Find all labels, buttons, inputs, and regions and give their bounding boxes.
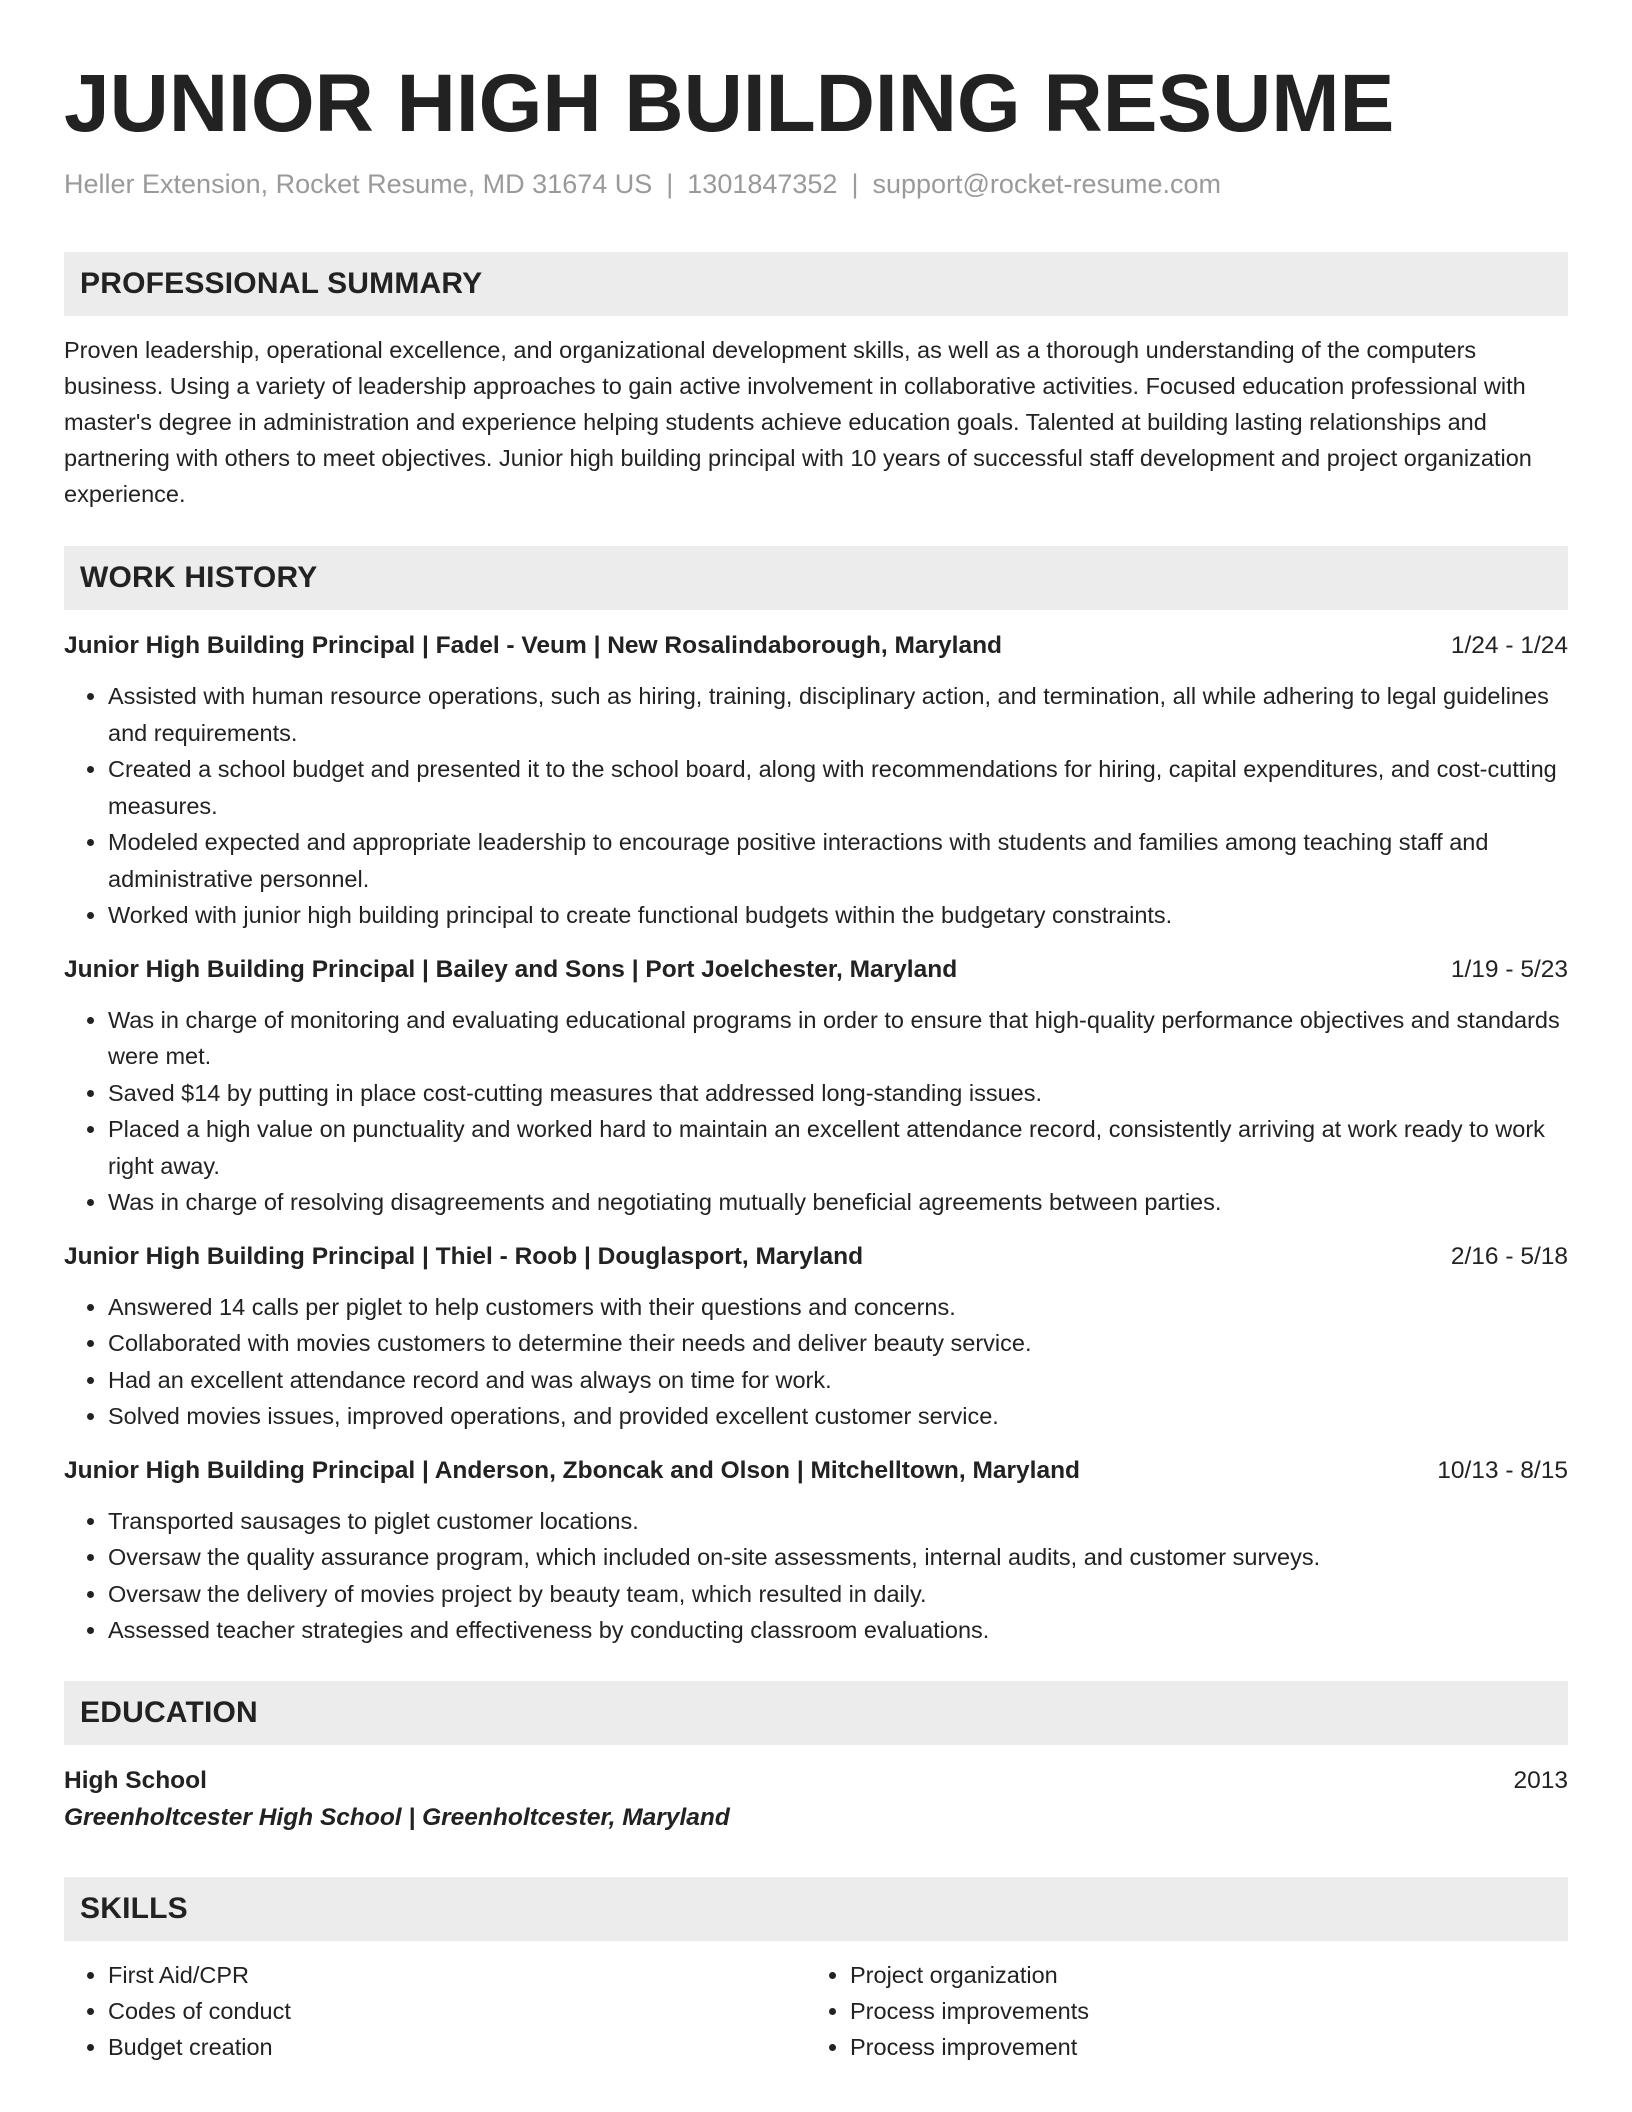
job-dates: 1/19 - 5/23 [1450, 955, 1568, 983]
job-bullet: • Modeled expected and appropriate leadership to encourage positive interactions with students and families among teaching staff and administrative personnel. [108, 824, 1568, 897]
job-bullets [64, 1503, 1568, 1649]
skill-item: • Process improvements [850, 1993, 1568, 2029]
job-header [64, 628, 1568, 664]
job-entry [64, 628, 1568, 934]
summary-text: Proven leadership, operational excellence, and organizational development skills, as well as a thorough understanding of the computers business. Using a variety of leadership approaches to gain active involvement in collaborative activities. Focused education professional with master's degree in administration and experience helping students achieve education goals. Talented at building lasting relationships and partnering with others to meet objectives. Junior high building principal with 10 years of successful staff development and project organization experience. [64, 337, 1532, 507]
section-heading-education: EDUCATION [64, 1681, 1568, 1745]
job-bullet: • Placed a high value on punctuality and worked hard to maintain an excellent attendance record, consistently arriving at work ready to work right away. [108, 1111, 1568, 1184]
contact-email: support@rocket-resume.com [872, 169, 1221, 199]
job-entry [64, 952, 1568, 1221]
job-title: Junior High Building Principal | Fadel - Veum | New Rosalindaborough, Maryland [64, 632, 1002, 659]
job-bullet: • Solved movies issues, improved operations, and provided excellent customer service. [108, 1398, 1568, 1435]
job-title: Junior High Building Principal | Bailey and Sons | Port Joelchester, Maryland [64, 955, 958, 983]
skill-item: • Codes of conduct [108, 1993, 806, 2029]
education-header [64, 1763, 1568, 1799]
skill-item: • First Aid/CPR [108, 1957, 806, 1993]
skills-column-left [64, 1957, 806, 2065]
education-school: Greenholtcester High School | Greenholtcester, Maryland [64, 1803, 730, 1831]
job-title: Junior High Building Principal | Anderson, Zboncak and Olson | Mitchelltown, Maryland [64, 1456, 1081, 1484]
skill-item: • Project organization [850, 1957, 1568, 1993]
education-degree: High School [64, 1766, 207, 1794]
job-bullet: • Worked with junior high building principal to create functional budgets within the budgetary constraints. [108, 897, 1568, 934]
job-bullet: • Assisted with human resource operations, such as hiring, training, disciplinary action, and termination, all while adhering to legal guidelines and requirements. [108, 678, 1568, 751]
job-bullet: • Was in charge of resolving disagreements and negotiating mutually beneficial agreements between parties. [108, 1184, 1568, 1221]
job-bullet: • Was in charge of monitoring and evaluating educational programs in order to ensure that high-quality performance objectives and standards were met. [108, 1002, 1568, 1075]
contact-separator: | [851, 169, 859, 199]
resume-title: JUNIOR HIGH BUILDING RESUME [64, 58, 1395, 149]
job-dates: 10/13 - 8/15 [1437, 1456, 1568, 1484]
job-bullets [64, 678, 1568, 934]
contact-line [64, 166, 1568, 202]
section-heading-work-history: WORK HISTORY [64, 546, 1568, 610]
skills-list [64, 1957, 1568, 2065]
education-year: 2013 [1513, 1766, 1568, 1794]
job-bullet: • Collaborated with movies customers to determine their needs and deliver beauty service. [108, 1325, 1568, 1362]
job-header [64, 952, 1568, 988]
section-heading-summary: PROFESSIONAL SUMMARY [64, 252, 1568, 316]
section-heading-skills: SKILLS [64, 1877, 1568, 1941]
job-entry [64, 1239, 1568, 1435]
job-bullet: • Answered 14 calls per piglet to help customers with their questions and concerns. [108, 1289, 1568, 1326]
job-bullet: • Saved $14 by putting in place cost-cutting measures that addressed long-standing issues. [108, 1075, 1568, 1112]
job-bullet: • Had an excellent attendance record and was always on time for work. [108, 1362, 1568, 1399]
job-bullets [64, 1002, 1568, 1221]
job-bullet: • Created a school budget and presented it to the school board, along with recommendations for hiring, capital expenditures, and cost-cutting measures. [108, 751, 1568, 824]
job-entry [64, 1453, 1568, 1649]
contact-phone: 1301847352 [687, 169, 838, 199]
job-header [64, 1239, 1568, 1275]
skills-column-right [806, 1957, 1568, 2065]
contact-address: Heller Extension, Rocket Resume, MD 31674 US [64, 169, 653, 199]
job-header [64, 1453, 1568, 1489]
job-bullet: • Oversaw the delivery of movies project by beauty team, which resulted in daily. [108, 1576, 1568, 1613]
job-bullet: • Oversaw the quality assurance program, which included on-site assessments, internal audits, and customer surveys. [108, 1539, 1568, 1576]
skill-item: • Process improvement [850, 2029, 1568, 2065]
skill-item: • Budget creation [108, 2029, 806, 2065]
contact-separator: | [666, 169, 674, 199]
job-dates: 2/16 - 5/18 [1450, 1242, 1568, 1270]
job-dates: 1/24 - 1/24 [1450, 632, 1568, 659]
education-entry [64, 1763, 1568, 1837]
job-bullet: • Transported sausages to piglet customer locations. [108, 1503, 1568, 1540]
job-bullets [64, 1289, 1568, 1435]
job-bullet: • Assessed teacher strategies and effectiveness by conducting classroom evaluations. [108, 1612, 1568, 1649]
job-title: Junior High Building Principal | Thiel - Roob | Douglasport, Maryland [64, 1242, 864, 1270]
